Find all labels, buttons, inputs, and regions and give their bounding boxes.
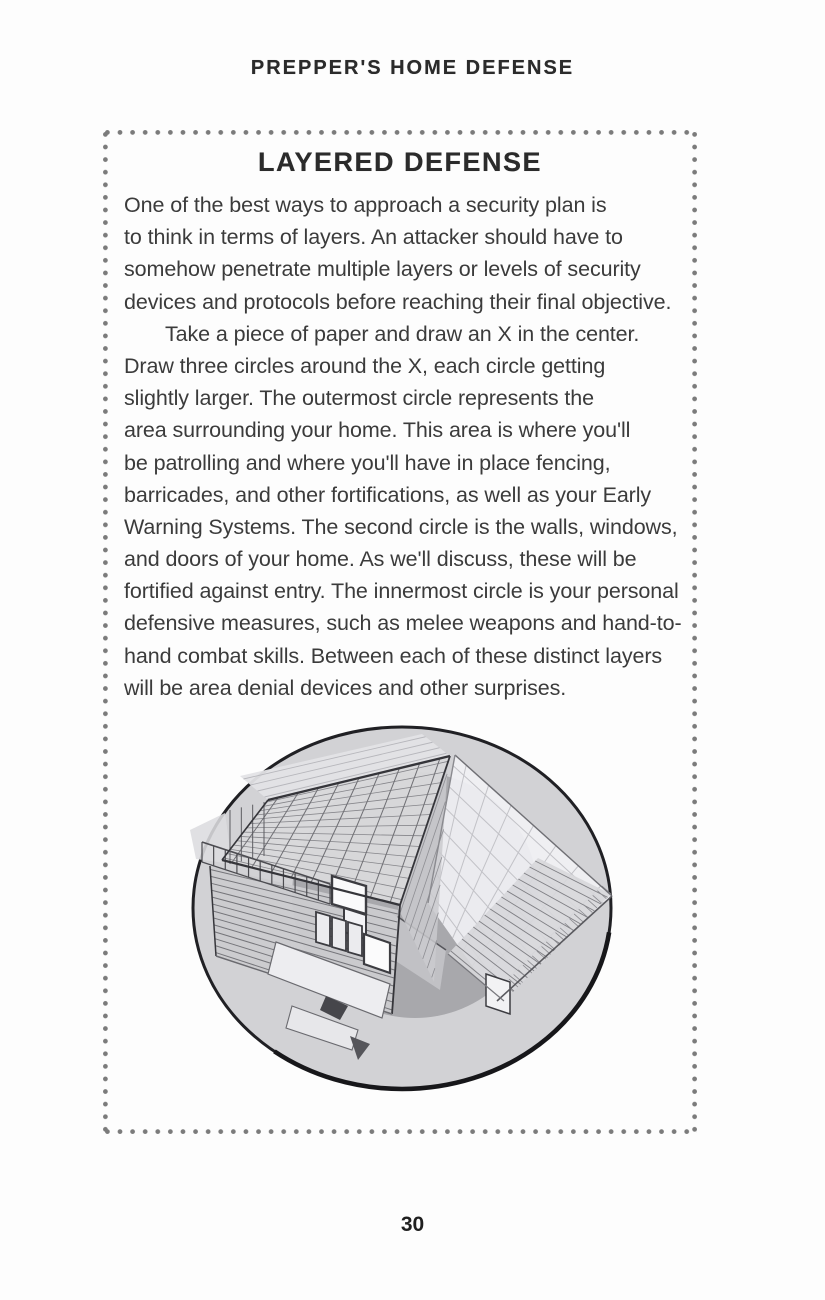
text-line: and doors of your home. As we'll discuss, these will be xyxy=(124,547,637,572)
text-line: fortified against entry. The innermost circle is your personal xyxy=(124,579,679,604)
text-line: defensive measures, such as melee weapons and hand-to- xyxy=(124,611,682,636)
running-header: PREPPER'S HOME DEFENSE xyxy=(250,57,575,79)
text-line: barricades, and other fortifications, as well as your Early xyxy=(124,482,652,507)
house-illustration xyxy=(90,718,620,1103)
text-line: to think in terms of layers. An attacker should have to xyxy=(124,225,623,250)
text-line: somehow penetrate multiple layers or levels of security xyxy=(124,257,641,282)
text-line: Take a piece of paper and draw an X in the center. xyxy=(165,321,640,346)
text-line: Draw three circles around the X, each circle getting xyxy=(124,353,606,378)
text-line: One of the best ways to approach a security plan is xyxy=(124,193,607,217)
page-number: 30 xyxy=(400,1213,425,1236)
text-line: Warning Systems. The second circle is the walls, windows, xyxy=(124,514,678,539)
text-line: devices and protocols before reaching their final objective. xyxy=(124,289,672,314)
text-line: area surrounding your home. This area is where you'll xyxy=(124,418,631,443)
text-line: will be area denial devices and other surprises. xyxy=(124,675,567,700)
text-line: slightly larger. The outermost circle represents the xyxy=(124,386,595,411)
text-line: hand combat skills. Between each of these distinct layers xyxy=(124,643,663,668)
body-text xyxy=(103,189,697,704)
box-title: LAYERED DEFENSE xyxy=(257,147,543,177)
text-line: be patrolling and where you'll have in place fencing, xyxy=(124,450,611,475)
